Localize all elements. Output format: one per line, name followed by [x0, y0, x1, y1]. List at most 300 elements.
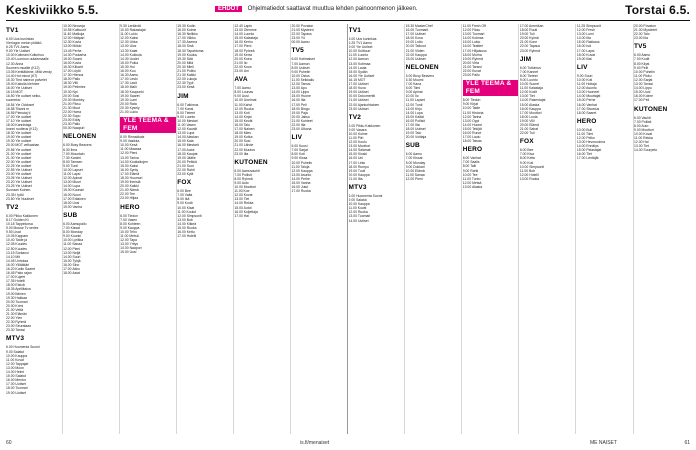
- program-listing: 15.00 Uuni: [634, 90, 651, 95]
- program-listing: 11.00 Rekka: [634, 135, 653, 140]
- program-listing: 19.00 Kotka: [234, 135, 253, 140]
- program-listing: 9.00 Luonto: [519, 77, 538, 82]
- program-listing: 20.00 Sosi: [63, 93, 80, 98]
- channel-heading: TV2: [348, 113, 362, 121]
- program-listing: 11.25 Simpsonit: [576, 24, 601, 28]
- program-listing: 21.00 Lukio: [120, 109, 138, 114]
- listing-column: [120, 24, 176, 434]
- program-listing: 22.00 Kauppa: [405, 52, 427, 57]
- channel-heading: TV5: [291, 47, 304, 55]
- program-listing: 22.55 Yle Uutiset: [6, 168, 32, 172]
- program-listing: 12.00 Fiksu: [462, 28, 481, 33]
- program-listing: 18.00 Uusi: [63, 200, 80, 205]
- program-listing: 16.00 Jutut: [291, 185, 309, 190]
- program-listing: 16.00 Poliisit: [405, 118, 425, 123]
- program-listing: 16.00 Kettu: [177, 230, 195, 235]
- program-listing: 7.00 Kisa: [519, 152, 534, 157]
- listing-column: [6, 24, 62, 434]
- program-listing: 15.00 Kalastaja: [234, 36, 258, 41]
- program-listing: 17.00 Lintu: [348, 160, 366, 165]
- program-listing: 22.30 Ryhmä: [6, 320, 27, 325]
- channel-heading: SUB: [63, 211, 78, 219]
- program-listing: 19.00 Uutiset: [6, 390, 26, 395]
- program-listing: 16.30 Aamu: [120, 73, 139, 78]
- program-listing: 20.00 Koira: [234, 56, 252, 61]
- program-listing: 23.00 Ulkona: [291, 127, 312, 132]
- program-listing: 10.00 Puhelin: [634, 69, 655, 74]
- program-listing: 17.00 Elämä: [120, 171, 140, 176]
- program-listing: 14.00 Kitkeä: [177, 221, 197, 226]
- program-listing: 16.20 Kodin Saaret: [6, 266, 36, 271]
- program-listing: 11.00 Kovat: [348, 206, 367, 211]
- program-listing: 17.00 Hiljaisuus: [462, 48, 487, 53]
- channel-heading: YLE TEEMA & FEM: [120, 117, 176, 133]
- program-listing: 11.00 Bob: [519, 168, 536, 173]
- program-listing: 12.00 Pieni: [120, 151, 138, 156]
- program-listing: 16.30 Kiikarit: [63, 64, 83, 69]
- program-listing: 17.00 Yle uutiset: [6, 114, 32, 119]
- program-listing: 8.00 Kohteen: [120, 221, 141, 226]
- channel-heading: AVA: [234, 76, 248, 84]
- program-listing: 6.00 Bee: [177, 189, 191, 194]
- program-listing: 18.30 Villi: [63, 81, 78, 86]
- program-listing: 17.00 Ilta: [405, 122, 420, 127]
- program-listing: 22.30 Tyyli: [177, 81, 194, 86]
- program-listing: 13.00 Moottori: [348, 144, 371, 149]
- program-listing: 16.00 Yle Uutiset: [6, 86, 32, 91]
- header-divider: [6, 20, 690, 21]
- program-listing: 14.30 Puutarha: [63, 52, 87, 57]
- program-listing: 20.00 Virta: [462, 60, 480, 65]
- program-listing: 10.00 Mestari: [177, 118, 198, 123]
- program-listing: 22.00 Ajankohtainen: [348, 102, 380, 107]
- program-listing: 17.00 Peli: [634, 98, 650, 103]
- program-listing: 15.00 Kioski: [348, 152, 368, 157]
- program-listing: 16.00 Isä: [576, 44, 591, 49]
- program-listing: 6.00 Kotimaiset: [291, 57, 315, 62]
- program-listing: 12.00 Pieni: [405, 176, 423, 181]
- program-listing: 14.45 Unholaa: [6, 258, 29, 263]
- program-listing: 17.00 Peli: [291, 102, 307, 107]
- program-listing: 16.58 Tilanni rn: [6, 106, 30, 111]
- program-listing: 16.55 Pienutaj ti: [6, 110, 31, 115]
- program-listing: 23.00 Uni: [234, 69, 249, 74]
- program-listing: 15.00 Pelastajat: [576, 148, 602, 153]
- program-listing: 9.00 Tunti: [63, 163, 78, 168]
- program-listing: 23.00 Kesä: [177, 85, 195, 90]
- program-listing: 22.00 Yle uutiset: [6, 159, 32, 164]
- program-listing: 12.00 Kodit: [519, 90, 537, 95]
- program-listing: Ivonni ruutteus (K12): [6, 127, 38, 132]
- program-listing: 14.00 Kukkula: [120, 52, 142, 57]
- program-listing: 6.00 Busy Beavers: [63, 143, 92, 148]
- program-listing: 14.00 Suuri: [63, 254, 81, 259]
- program-listing: 15.30 MasterChef: [405, 24, 433, 28]
- program-listing: 23.00 Yle uutiset: [6, 172, 32, 177]
- program-listing: 20.00 Kylmä: [519, 36, 539, 41]
- program-listing: 14.00 Lupa: [405, 110, 423, 115]
- program-listing: 14.00 Salamat: [348, 148, 371, 153]
- program-listing: 8.00 Ikä: [177, 197, 190, 202]
- program-listing: 7.00 Vasen: [120, 217, 138, 222]
- program-listing: 13.00 Ulos: [120, 44, 137, 49]
- program-listing: 16.00 Talo: [234, 122, 250, 127]
- program-listing: 14.10 Mit: [6, 254, 20, 259]
- program-listing: 16.00 Tiet: [576, 152, 592, 157]
- program-listing: 9.00 Uusi: [234, 94, 249, 99]
- program-listing: 9.00 Yle Uutiset: [6, 49, 30, 54]
- program-listing: 11.00 Sanaa: [405, 172, 425, 177]
- program-listing: 14.00 Suurpeto: [634, 148, 658, 153]
- program-listing: 7.00 Kissat: [405, 156, 423, 161]
- program-listing: 19.00 Pelimies: [63, 85, 86, 90]
- channel-heading: MTV3: [6, 335, 25, 343]
- program-listing: 9.00 Suuri: [576, 73, 593, 78]
- program-listing: 13.00 Tiet: [634, 144, 649, 149]
- program-listing: 7.30 Kanimi: [63, 155, 81, 160]
- channel-heading: TV2: [6, 203, 19, 211]
- program-listing: 18.00 Luola: [519, 114, 538, 119]
- program-listing: 18.00 Pyöreä: [234, 48, 255, 53]
- program-listing: 20.00 Kaikki: [120, 184, 139, 189]
- program-listing: 19.30 Lumi: [120, 97, 137, 102]
- program-listing: 16.15 MOT: [6, 90, 23, 95]
- listing-column: [63, 24, 119, 434]
- program-listing: 7.00 Poliisit: [234, 172, 252, 177]
- channel-heading: MTV3: [348, 184, 367, 191]
- program-listing: 21.00 Nämä: [120, 188, 139, 193]
- program-listing: 16.00 Kuvia: [63, 60, 81, 65]
- program-listing: 14.00 Kouliaikojen: [120, 159, 148, 164]
- channel-heading: LIV: [576, 63, 588, 71]
- program-listing: 17.00 Viikko: [177, 36, 196, 41]
- program-listing: 6.00 Aamu: [405, 152, 422, 157]
- program-listing: 16.00 Kerho: [234, 40, 253, 45]
- listing-column: [234, 24, 290, 434]
- listing-column: [577, 24, 633, 434]
- channel-heading: HERO: [576, 117, 597, 125]
- program-listing: 21.00 Kone: [519, 40, 538, 45]
- program-listing: 13.00 Apu: [291, 86, 307, 91]
- program-listing: 6.00 Huomenta Suomi: [6, 345, 40, 350]
- program-listing: 7.00 Saalis: [462, 160, 480, 165]
- program-listing: 17.00 Hotelli: [177, 234, 197, 239]
- program-listing: 11.00 Kovat: [6, 357, 24, 362]
- program-listing: 20.00 Pelkkä: [177, 159, 197, 164]
- program-listing: 10.00 Lapset: [63, 168, 83, 172]
- program-listing: 6.00 Tutkimus: [177, 102, 199, 107]
- program-listing: 14.00 Kolmas: [462, 36, 484, 41]
- program-listing: 18.00 Etsivä: [6, 283, 25, 288]
- program-listing: 13.00 Yritys: [120, 242, 139, 247]
- program-listing: 12.00 Pieni: [63, 246, 81, 251]
- program-listing: 18.00 Kaupat: [177, 151, 198, 156]
- program-listing: 10.00 Kesä: [120, 143, 138, 148]
- program-listing: 16.00 Runot: [462, 130, 482, 135]
- program-listing: 9.00 Luonto: [177, 114, 196, 119]
- channel-heading: TV5: [634, 43, 647, 51]
- program-listing: 12.00 Kauniit: [177, 127, 198, 132]
- program-listing: 13.00 Neljä: [63, 250, 81, 255]
- program-listing: 15.00 Ruoka: [177, 226, 197, 231]
- program-listing: 14.00 Lupa: [63, 184, 81, 189]
- program-listing: 6.00 Tiedon: [120, 213, 138, 218]
- program-listing: 12.00 Pelko: [576, 135, 595, 140]
- program-listing: 10.00 Ilo: [405, 94, 419, 99]
- program-listing: 15.00 Suomi: [63, 56, 83, 61]
- program-listing: 16.00 Synty: [120, 167, 139, 172]
- program-listing: 11.00 Hoitaja: [576, 82, 597, 87]
- program-listing: 23.00 Yö: [291, 36, 305, 41]
- program-listing: 17.00 Uutiset: [348, 82, 369, 87]
- program-listing: 20.00 Dokumentti: [348, 94, 376, 99]
- program-listing: 17.30 Asema: [177, 40, 198, 45]
- program-listing: 23.50 Yle Nuutiset: [6, 196, 34, 201]
- program-listing: 13.00 Huoneet: [576, 90, 600, 95]
- program-listing: 9.00 Vasara: [348, 127, 367, 132]
- program-listing: 9.00 Mouse Tv series: [6, 226, 39, 231]
- program-listing: 23.25 Yle Uutiset: [6, 184, 32, 189]
- program-listing: 19.00 Vanha: [63, 204, 83, 209]
- program-listing: 18.00 Kannistaja: [6, 122, 32, 127]
- program-listing: 23.00 Kylä: [177, 172, 194, 177]
- program-listing: 12.00 Hai: [634, 140, 649, 145]
- program-listing: 22.00 Ylen: [6, 316, 23, 321]
- program-listing: 9.50 Lisat: [6, 230, 21, 235]
- header-notice: [215, 6, 417, 12]
- program-listing: 14.00 Rakentajat: [519, 98, 546, 103]
- program-listing: 16.00 Kuu: [120, 69, 136, 74]
- program-listing: 16.54 Yle Oddoset: [6, 102, 35, 107]
- program-listing: 10.00 Unelmat: [234, 98, 257, 103]
- program-listing: 6.30 Muumi: [405, 77, 424, 82]
- program-listing: 10.00 Kauppa: [6, 353, 28, 358]
- program-listing: 23.30 Pallo: [63, 122, 81, 127]
- program-listing: 15.00 Rakkaus: [576, 40, 600, 45]
- program-listing: 22.00 Tee: [120, 192, 136, 197]
- program-listing: 16.00 Kauppa: [519, 106, 541, 111]
- program-listing: 17.00 Uutiset: [405, 32, 426, 37]
- program-listing: 20.00 Talkoot: [405, 44, 426, 49]
- program-listing: 17.00 Pieni: [234, 44, 252, 49]
- program-listing: 9.00 Kodit: [177, 201, 193, 206]
- program-listing: 20.00 Rata: [120, 101, 137, 106]
- column-divider: [404, 24, 405, 434]
- program-listing: 00.00 Naapuri: [63, 126, 85, 131]
- program-listing: 9.00 Apinat: [405, 90, 423, 95]
- program-listing: 9.00 Vasikka: [120, 139, 140, 144]
- program-listing: 22.00 Rahti: [177, 168, 195, 172]
- program-listing: 23.00 Pallo: [462, 73, 480, 78]
- program-listing: 10.00 Kovat: [634, 131, 653, 136]
- program-listing: 13.00 Tiet: [519, 94, 535, 99]
- program-listing: 7.00 Aamun: [291, 61, 310, 66]
- program-listing: 22.00 Kuva: [234, 64, 252, 69]
- program-listing: 6.00 Pikku Kakkonen: [6, 213, 38, 218]
- program-listing: 13.00 Lupa: [177, 131, 195, 136]
- program-listing: 13.00 Tarina: [120, 155, 139, 160]
- program-listing: 11.00 Lapsi: [63, 172, 81, 177]
- channel-heading: FOX: [177, 179, 192, 187]
- channel-heading: KUTONEN: [634, 105, 668, 113]
- program-listing: 16.00 Uni: [348, 156, 364, 161]
- program-listing: 20.30 Krimi: [6, 303, 24, 308]
- program-listing: 20.00 Elämä: [519, 122, 539, 127]
- program-listing: 21.30 Muut: [63, 105, 81, 110]
- program-listing: 12.00 Tarina: [462, 114, 482, 119]
- program-listing: 13.00 Asunto: [291, 172, 312, 177]
- program-listing: 15.00 Kala: [177, 139, 194, 144]
- program-listing: 18.00 Tuomari: [6, 386, 28, 391]
- program-listing: 21.00 Ilta: [348, 176, 363, 181]
- program-listing: 9.00 Dokkari: [405, 164, 425, 169]
- program-listing: 21.00 Yle uutiset: [6, 151, 32, 156]
- program-listing: 21.00 Lähde: [234, 143, 254, 148]
- program-listing: 8.00 Talli: [462, 164, 477, 169]
- program-listing: 12.00 Tanssi: [291, 82, 311, 87]
- program-listing: 15.00 Perhe: [576, 98, 596, 103]
- program-listing: 16.00 Kolme: [177, 28, 197, 33]
- program-listing: 6.25 TV1 Aamu: [348, 41, 372, 46]
- program-listing: 19.00 Jäätie: [177, 155, 196, 160]
- program-listing: 23.00 Ilta: [234, 151, 249, 156]
- program-listing: 9.00 Kuunki: [63, 234, 81, 239]
- program-listing: 8.00 Tieteet: [177, 110, 195, 115]
- program-listing: 6.25 TV1 Aamu: [6, 45, 30, 50]
- program-listing: 8.00 Monday: [63, 230, 83, 235]
- program-listing: 20.00 Jakso: [291, 114, 310, 119]
- program-listing: 10.00 Kauppa: [348, 202, 370, 207]
- program-listing: 18.00 Kuvat: [576, 52, 596, 57]
- program-listing: 14.00 Ilta: [576, 36, 591, 41]
- program-listing: 16.00 Teatteri: [462, 44, 484, 49]
- program-listing: 12.00 Fresh: [576, 28, 596, 33]
- program-listing: 18.00 Murha: [462, 52, 482, 57]
- program-listing: 12.50 Kuudes: [6, 246, 27, 251]
- program-listing: 21.00 Tanssi: [462, 64, 482, 69]
- program-listing: 9.00 Salatut: [6, 349, 25, 354]
- program-listing: 17.30 Hienoa: [63, 73, 84, 78]
- program-listing: 13.00 Olemme: [234, 28, 257, 33]
- channel-heading: KUTONEN: [234, 158, 268, 166]
- program-listing: 21.00 Fiksu: [63, 101, 81, 106]
- program-listing: 14.00 Lauta: [348, 65, 367, 70]
- program-listing: 12.00 Asunto: [576, 86, 597, 91]
- column-divider: [575, 24, 576, 434]
- program-listing: 20.30 Mieli: [177, 64, 194, 69]
- program-listing: 11.00 Luonto: [348, 53, 369, 58]
- program-listing: 11.00 Maassa: [120, 147, 142, 152]
- program-listing: 22.00 Tapaus: [291, 32, 312, 37]
- program-listing: 15.40 Kakolla kiehnee: [6, 82, 40, 87]
- program-listing: 8.00 Tiedon: [462, 98, 481, 103]
- program-listing: 10.00 Moottori: [234, 185, 257, 190]
- program-listing: 17.00 Sisustus: [576, 106, 600, 111]
- program-listing: 12.30 Anna: [6, 61, 24, 66]
- program-listing: 14.00 Perhe: [291, 176, 310, 181]
- column-divider: [62, 24, 63, 434]
- program-listing: 13.00 Tuomari: [462, 32, 485, 37]
- program-listing: 12.00 Tunti: [405, 102, 423, 107]
- left-page-day-title: Keskiviikko 5.5.: [6, 3, 99, 17]
- listing-column: [177, 24, 233, 434]
- program-listing: 21.00 Mysteeri: [291, 28, 314, 33]
- program-listing: 21.30 Elämän: [6, 312, 27, 316]
- program-listing: 14.00 Kirjat: [234, 114, 252, 119]
- program-listing: 22.00 Talo: [634, 32, 650, 37]
- program-listing: 6.00 Bee: [519, 148, 534, 153]
- listing-column: [520, 24, 576, 434]
- program-listing: 23.00 Hiljaa: [120, 196, 139, 201]
- program-listing: 8.00 Lounas: [234, 90, 254, 95]
- program-listing: 14.00 Huone: [462, 122, 483, 127]
- program-listing: 16.00 Sino: [63, 262, 80, 267]
- program-listing: 9.00 Moottori: [634, 127, 654, 132]
- program-listing: 15.00 Poika: [120, 60, 139, 65]
- program-listing: 15.00 Tyhjä: [63, 258, 81, 263]
- program-listing: 20.00 Mitä: [177, 60, 194, 65]
- program-listing: 11.00 Metsä: [120, 234, 139, 239]
- program-listing: 15.00 Uusi: [120, 250, 137, 255]
- program-listing: 17.00 Lentäjät: [576, 156, 599, 161]
- program-listing: 10.40 Luonnon uutaismaalle: [6, 57, 49, 62]
- program-listing: 10.00 Lyrikka: [63, 238, 84, 243]
- program-listing: 14.00 Naapuri: [120, 246, 142, 251]
- program-listing: 00.00 Aamu: [291, 40, 310, 45]
- program-listing: 17.00 Hai: [234, 213, 249, 218]
- program-listing: 15.00 Alaska: [519, 102, 540, 107]
- channel-heading: SUB: [405, 142, 420, 150]
- channel-heading: TV1: [348, 27, 362, 34]
- program-listing: 9.00 Koti: [519, 160, 534, 165]
- program-listing: 9.00 Rahti: [462, 168, 479, 173]
- program-listing: 8.00 Ryhmä: [234, 176, 253, 181]
- program-listing: 10.00 Kotimain Kulturhus: [6, 53, 44, 58]
- program-listing: 23.30 Tanssi: [6, 328, 25, 333]
- channel-heading: YLE TEEMA & FEM: [463, 80, 519, 96]
- program-listing: Suomen mualile (K12): [6, 65, 40, 70]
- program-listing: 18.00 Huumori: [120, 176, 143, 180]
- program-listing: 13.00 Mökki: [63, 44, 82, 49]
- program-listing: 6.00 Aamuvauhti: [234, 168, 260, 173]
- program-listing: 12.00 Hääpari: [63, 36, 85, 41]
- program-listing: 18.30 Tapahtuma: [177, 48, 204, 53]
- program-listing: 14.00 Lippu: [634, 86, 652, 91]
- program-listing: 8.00 Tiimi: [405, 86, 421, 91]
- program-listing: 18.00 Kova: [405, 36, 423, 41]
- program-listing: 7.00 Sarjat: [291, 148, 308, 153]
- channel-heading: NELONEN: [405, 63, 439, 71]
- program-listing: 12.00 Koulu: [348, 140, 367, 145]
- column-divider: [119, 24, 120, 434]
- program-listing: 12.30 Kuvia: [63, 40, 81, 45]
- program-listing: 15.00 Kuunari: [63, 188, 85, 193]
- program-listing: 8.00 Tamsen: [63, 159, 83, 164]
- page-header: [0, 0, 696, 22]
- program-listing: 13.15 Sorkanoi: [6, 250, 29, 255]
- program-listing: 16.15 MOT: [348, 77, 366, 82]
- program-listing: 15.00 Huone: [291, 94, 311, 99]
- program-listing: 10.00 Tee: [462, 172, 478, 177]
- column-divider: [518, 24, 519, 434]
- program-listing: 19.30 Hakkaa: [6, 295, 27, 300]
- program-listing: 15.30 Hui: [120, 64, 135, 69]
- program-listing: 12.00 Ruoka: [348, 210, 368, 215]
- program-listing: 18.00 Ruuti: [519, 28, 538, 33]
- program-listing: 22.30 Sopu: [63, 114, 81, 119]
- program-listing: 10.00 Rakastajat: [120, 28, 146, 33]
- program-listing: 11.00 Koulut: [177, 209, 197, 214]
